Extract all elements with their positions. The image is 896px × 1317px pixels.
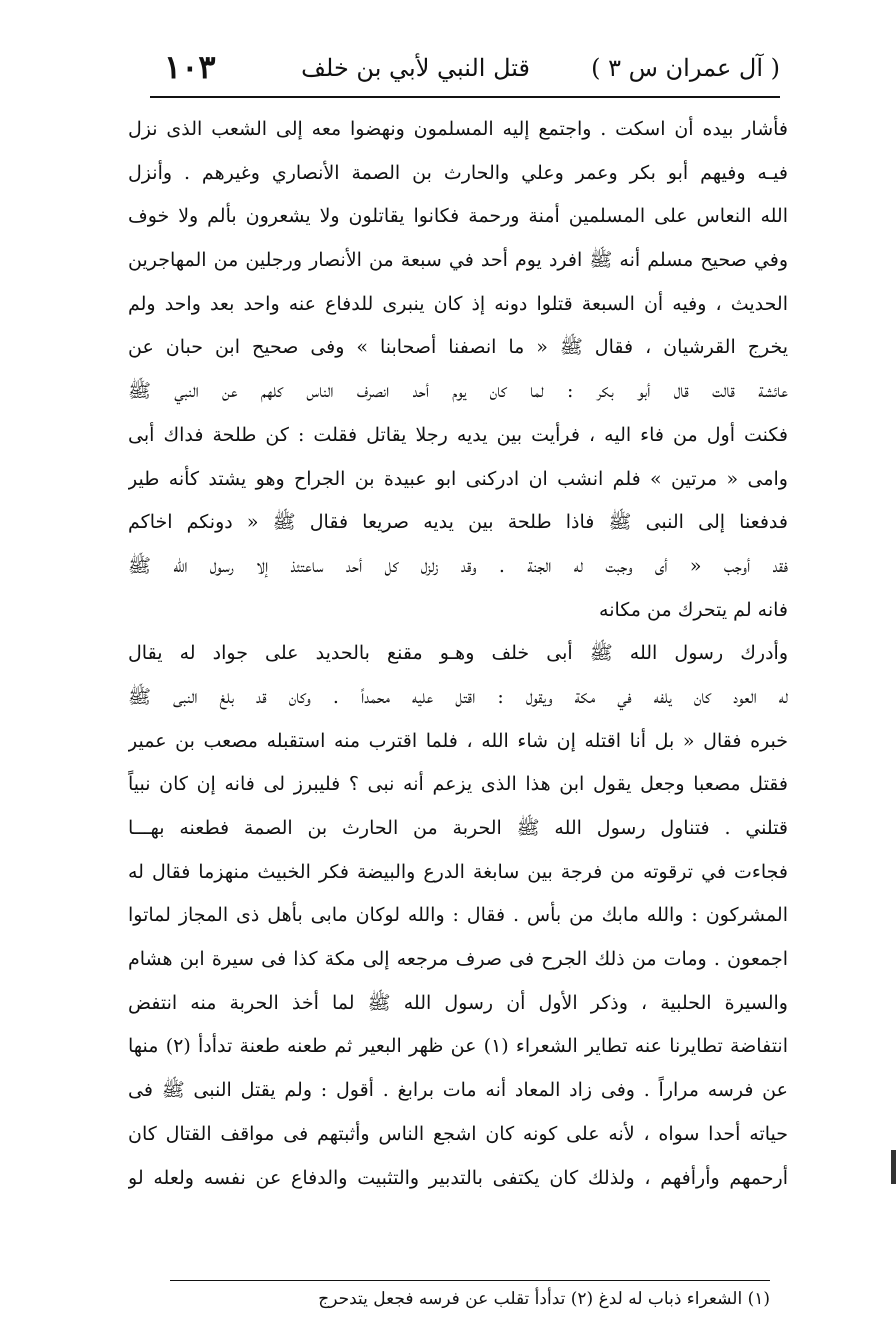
text-line: الله النعاس على المسلمين أمنة ورحمة فكانوا يقاتلون ولا يشعرون بألم ولا خوف [128, 205, 788, 228]
text-line: فيـه وفيهم أبو بكر وعمر وعلي والحارث بن الصمة الأنصاري وغيرهم . وأنزل [128, 161, 788, 184]
body-text [128, 108, 788, 1200]
text-line: انتفاضة تطايرنا عنه تطاير الشعراء (١) عن ظهر البعير ثم طعنه طعنة تدأدأ (٢) منها [128, 1035, 788, 1058]
text-line: وفي صحيح مسلم أنه ﷺ افرد يوم أحد في سبعة من الأنصار ورجلين من المهاجرين [128, 249, 788, 272]
text-line: فقتل مصعبا وجعل يقول ابن هذا الذى يزعم أنه نبى ؟ فليبرز لى فانه إن كان نبياً [128, 773, 788, 796]
text-line: فكنت أول من فاء اليه ، فرأيت بين يديه رجلا يقاتل فقلت : كن طلحة فداك أبى [128, 423, 788, 446]
text-line: أرحمهم وأرأفهم ، ولذلك كان يكتفى بالتدبير والتثبيت والدفاع عن نفسه ولعله لو [128, 1166, 788, 1189]
page-number: ١٠٣ [164, 48, 216, 86]
page-header [150, 46, 780, 94]
text-line: المشركون : والله مابك من بأس . فقال : والله لوكان مابى بأهل ذى المجاز لماتوا [128, 904, 788, 927]
text-line: عائشة قالت قال أبو بكر : لما كان يوم أحد انصرف الناس كلهم عن النبي ﷺ [128, 380, 788, 403]
text-line: الحديث ، وفيه أن السبعة قتلوا دونه إذ كان ينبرى للدفاع عنه واحد بعد واحد ولم [128, 292, 788, 315]
text-line: عن فرسه مراراً . وفى زاد المعاد أنه مات برابغ . أقول : ولم يقتل النبى ﷺ فى [128, 1079, 788, 1102]
text-line: فأشار بيده أن اسكت . واجتمع إليه المسلمون ونهضوا معه إلى الشعب الذى نزل [128, 118, 788, 140]
text-line: والسيرة الحلبية ، وذكر الأول أن رسول الله ﷺ لما أخذ الحربة منه انتفض [128, 991, 788, 1014]
text-line: فانه لم يتحرك من مكانه [599, 598, 788, 621]
text-line: يخرج القرشيان ، فقال ﷺ « ما انصفنا أصحابنا » وفى صحيح ابن حبان عن [128, 336, 788, 359]
text-line: قتلني . فتناول رسول الله ﷺ الحربة من الحارث بن الصمة فطعنه بهـــا [128, 817, 788, 839]
text-line: له العود كان يلفه في مكة ويقول : اقتل عليه محمداً . وكان قد بلغ النبى ﷺ [128, 685, 788, 708]
running-title: قتل النبي لأبي بن خلف [301, 54, 530, 82]
text-line: اجمعون . ومات من ذلك الجرح فى صرف مرجعه إلى مكة كذا فى سيرة ابن هشام [128, 948, 788, 971]
text-line: وامى « مرتين » فلم انشب ان ادركنى ابو عبيدة بن الجراح وهو يشتد كأنه طير [128, 467, 788, 490]
text-line: فجاءت في ترقوته من فرجة بين سابغة الدرع والبيضة فكر الخبيث منهزما فقال له [128, 860, 788, 883]
sura-reference: ( آل عمران س ٣ ) [591, 54, 780, 82]
footnote-rule [170, 1280, 770, 1281]
text-line: وأدرك رسول الله ﷺ أبى خلف وهـو مقنع بالحديد على جواد له يقال [128, 642, 788, 665]
text-line: فقد أوجب « أى وجبت له الجنة . وقد زلزل كل أحد ساعتئذ إلا رسول الله ﷺ [128, 554, 788, 577]
text-line: خبره فقال « بل أنا اقتله إن شاء الله ، فلما اقترب منه استقبله مصعب بن عمير [128, 729, 788, 752]
text-line: حياته أحدا سواه ، لأنه على كونه كان اشجع الناس وأثبتهم فى مواقف القتال كان [128, 1122, 788, 1145]
footnote: (١) الشعراء ذباب له لدغ (٢) تدأدأ تقلب عن فرسه فجعل يتدحرج [318, 1289, 770, 1309]
header-rule [150, 96, 780, 98]
text-line: فدفعنا إلى النبى ﷺ فاذا طلحة بين يديه صريعا فقال ﷺ « دونكم اخاكم [128, 511, 788, 534]
scan-edge-mark [891, 1150, 896, 1184]
